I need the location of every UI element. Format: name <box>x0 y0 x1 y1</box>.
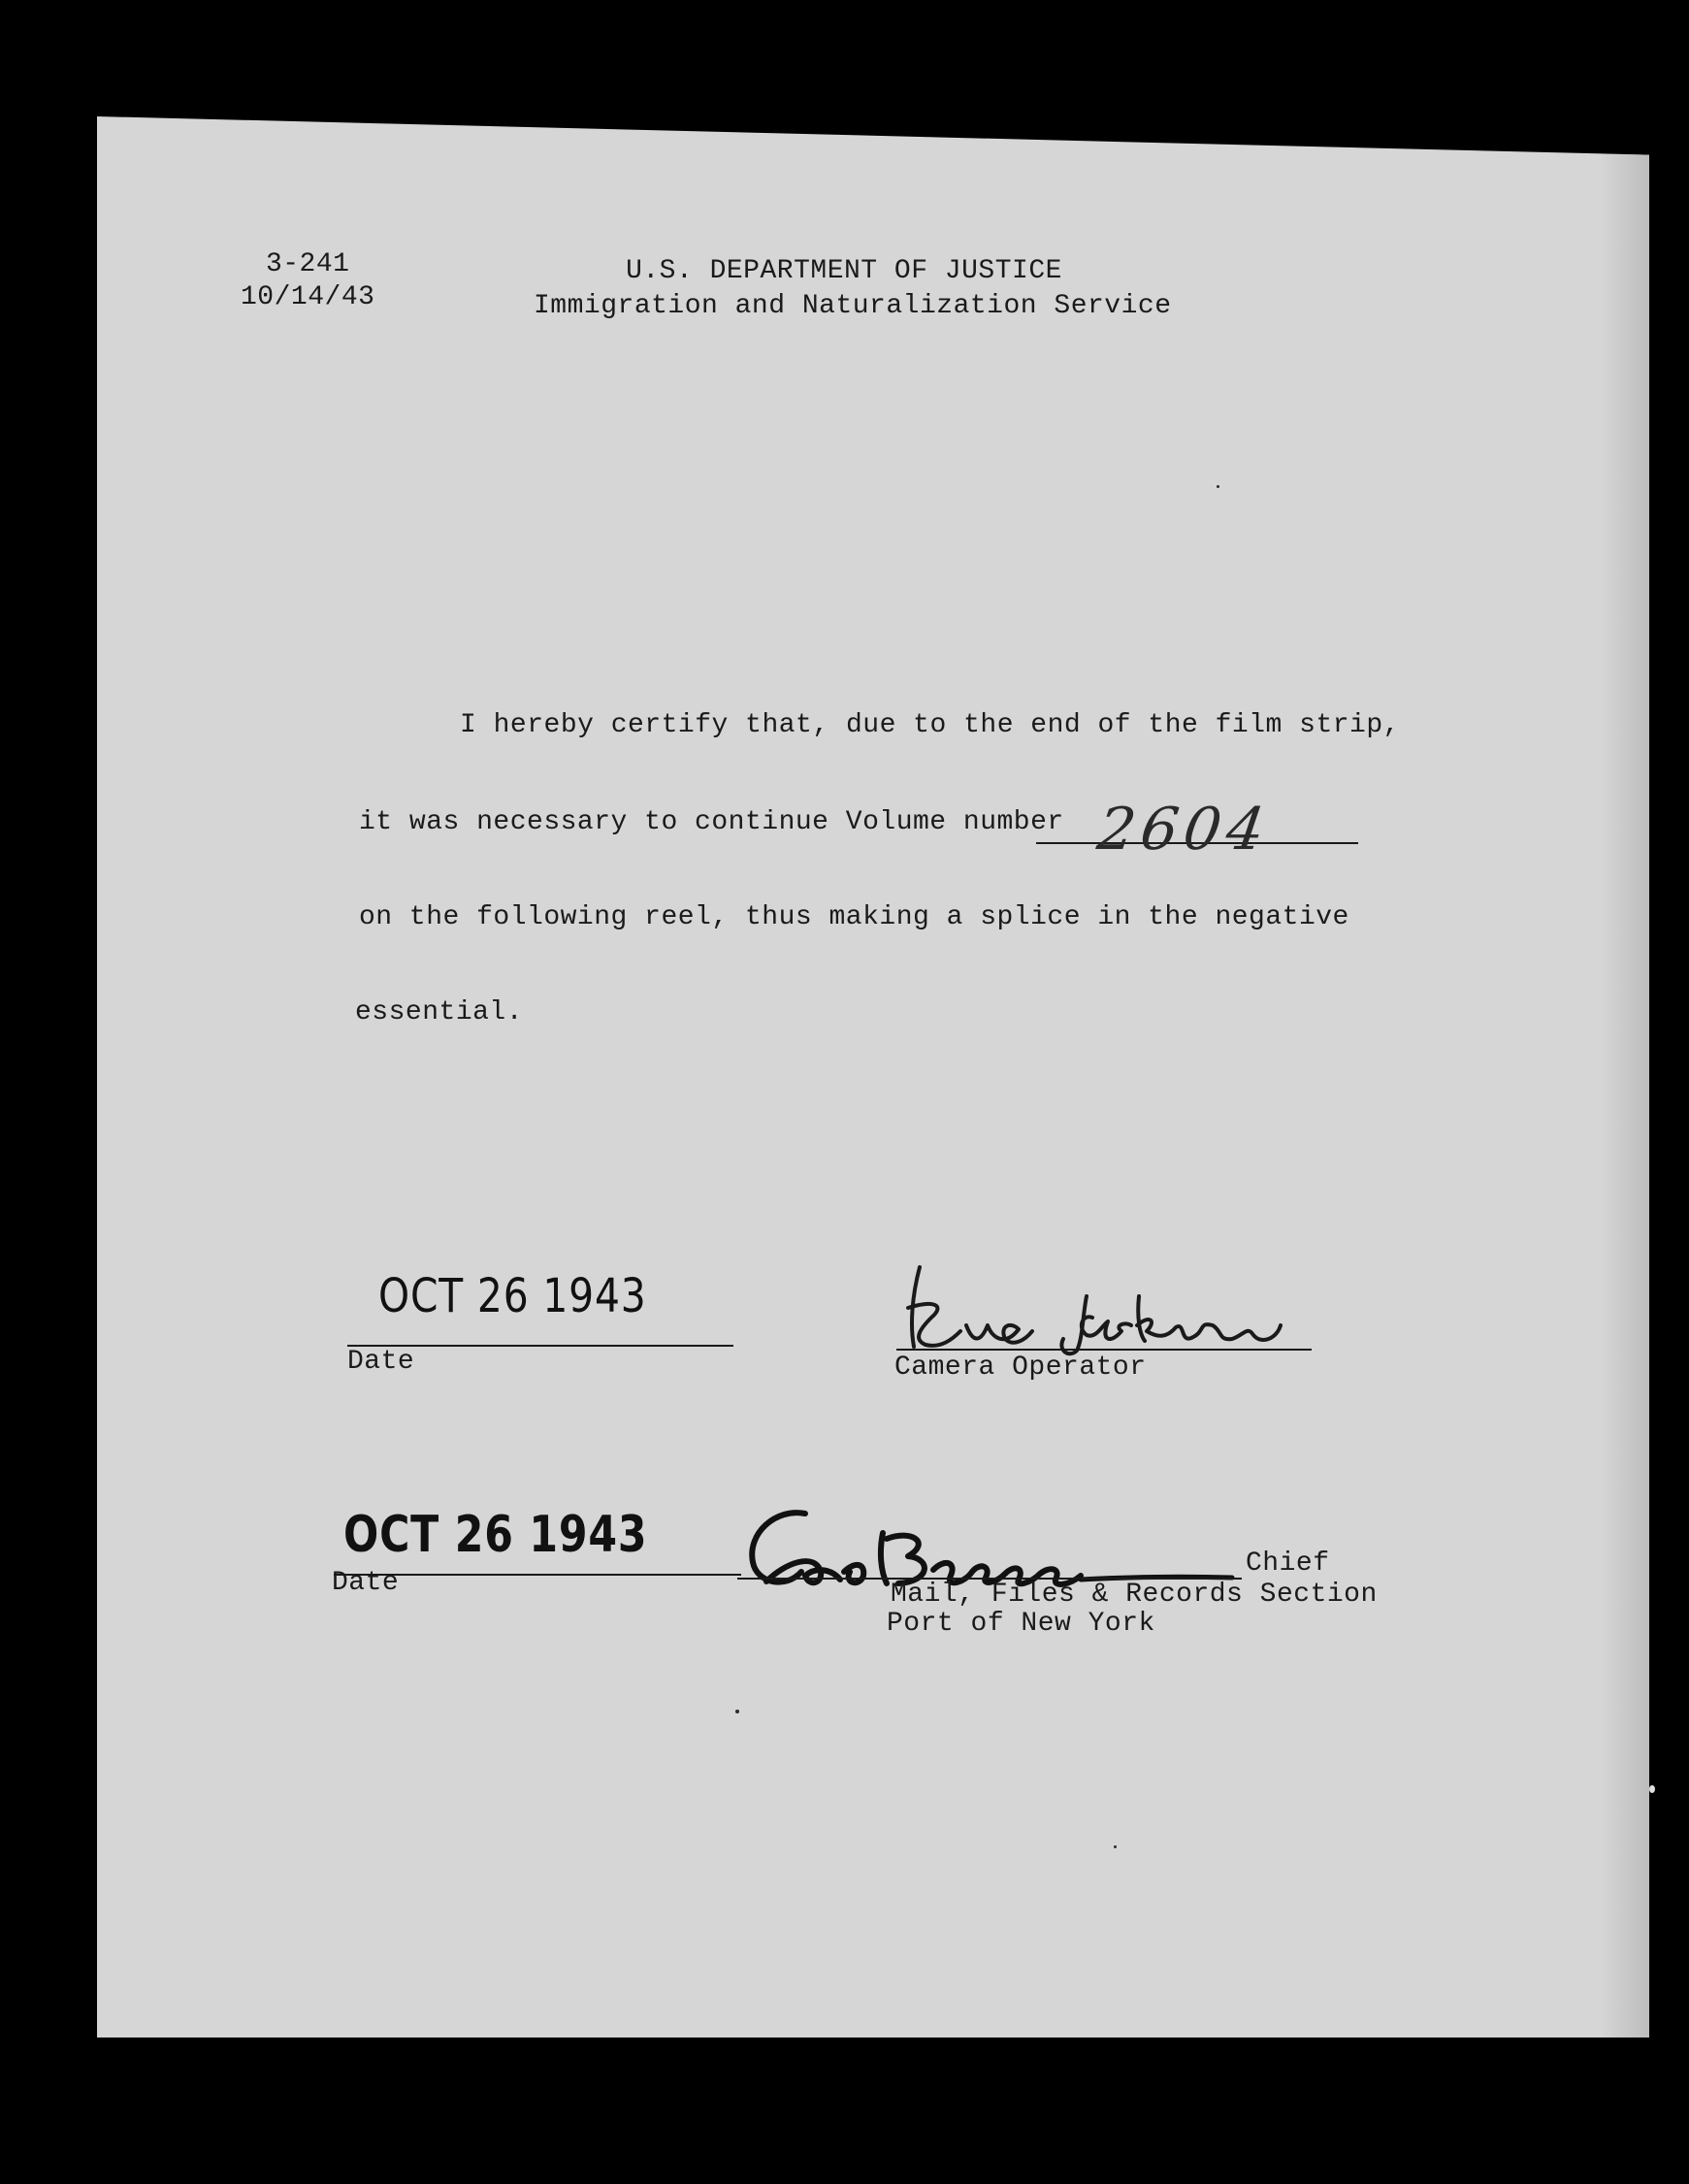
signature-line-operator <box>896 1349 1312 1351</box>
certification-line-4: essential. <box>355 997 524 1027</box>
camera-operator-label: Camera Operator <box>894 1353 1147 1383</box>
date-stamp-chief: OCT 26 1943 <box>343 1506 648 1564</box>
location-label: Port of New York <box>887 1609 1155 1639</box>
department-name: U.S. DEPARTMENT OF JUSTICE <box>626 256 1062 286</box>
document-header <box>534 254 1172 324</box>
date-stamp-operator: OCT 26 1943 <box>378 1269 647 1323</box>
service-name: Immigration and Naturalization Service <box>534 291 1172 321</box>
date-label-operator: Date <box>347 1347 415 1377</box>
scan-speck <box>735 1710 739 1713</box>
scan-speck <box>1217 485 1219 488</box>
scan-speck <box>1649 1785 1655 1793</box>
section-label: Mail, Files & Records Section <box>891 1580 1378 1610</box>
form-number: 3-241 <box>265 249 350 279</box>
document-page <box>97 116 1649 2037</box>
certification-line-3: on the following reel, thus making a splice in the negative <box>359 902 1349 932</box>
certification-line-1: I hereby certify that, due to the end of the film strip, <box>460 710 1400 740</box>
volume-number-handwritten: 2604 <box>1093 796 1275 864</box>
chief-title-label: Chief <box>1246 1548 1330 1579</box>
certification-line-2: it was necessary to continue Volume number <box>359 807 1064 837</box>
form-date: 10/14/43 <box>241 282 375 312</box>
form-identifier <box>241 248 374 314</box>
scan-speck <box>1114 1845 1117 1848</box>
date-label-chief: Date <box>332 1568 400 1598</box>
